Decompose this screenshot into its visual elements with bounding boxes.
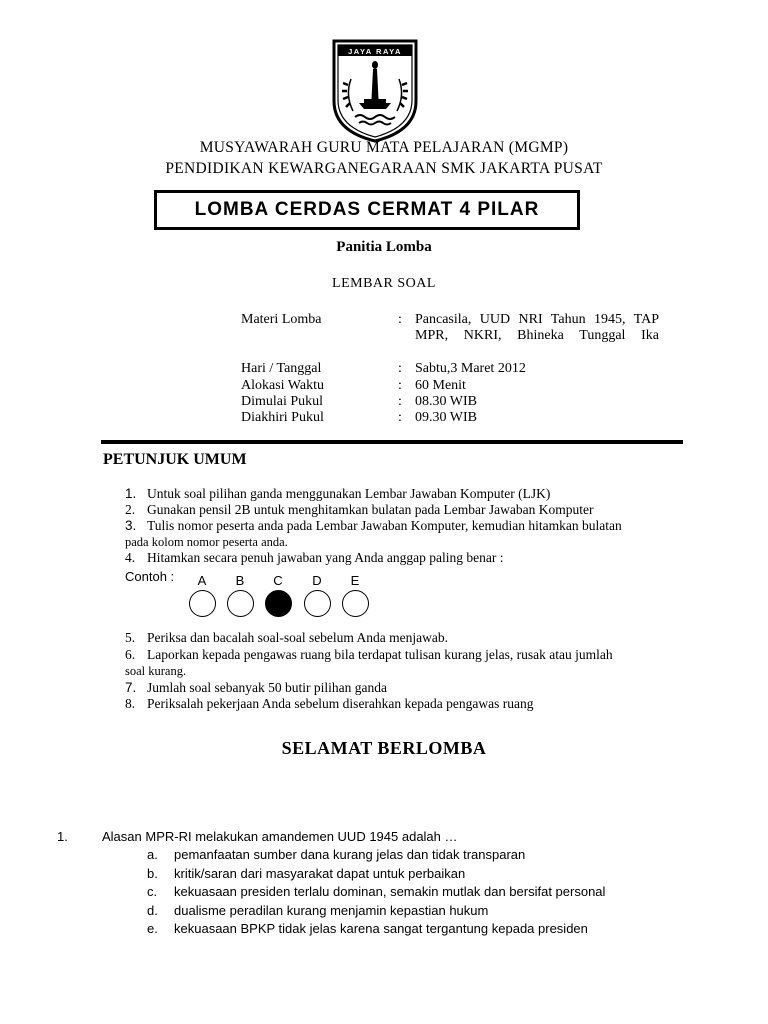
info-value-dimulai: 08.30 WIB [415, 394, 477, 409]
example-bubble-d [304, 590, 331, 617]
instruction-item: 8. Periksalah pekerjaan Anda sebelum diserahkan kepada pengawas ruang [125, 696, 534, 711]
jakarta-emblem-logo [331, 39, 419, 143]
example-option-letter: C [273, 573, 283, 588]
instruction-item-continuation: soal kurang. [125, 664, 187, 678]
answer-option-text: dualisme peradilan kurang menjamin kepastian hukum [174, 903, 489, 918]
lembar-soal-label: LEMBAR SOAL [332, 276, 436, 291]
example-option-letter: E [350, 573, 360, 588]
info-colon: : [398, 361, 402, 376]
header-line-2: PENDIDIKAN KEWARGANEGARAAN SMK JAKARTA PUSAT [165, 160, 603, 177]
info-label-alokasi: Alokasi Waktu [241, 378, 324, 393]
answer-option-letter: d. [147, 903, 158, 918]
instruction-item: 2. Gunakan pensil 2B untuk menghitamkan bulatan pada Lembar Jawaban Komputer [125, 502, 594, 517]
answer-option-text: kekuasaan BPKP tidak jelas karena sangat tergantung kepada presiden [174, 921, 588, 936]
competition-title: LOMBA CERDAS CERMAT 4 PILAR [154, 190, 580, 230]
instruction-item: 1. Untuk soal pilihan ganda menggunakan Lembar Jawaban Komputer (LJK) [125, 486, 551, 501]
info-value-materi-2: MPR, NKRI, Bhineka Tunggal Ika [415, 328, 659, 343]
info-colon: : [398, 378, 402, 393]
info-value-hari: Sabtu,3 Maret 2012 [415, 361, 526, 376]
example-bubble-a [189, 590, 216, 617]
example-bubble-b [227, 590, 254, 617]
instruction-item: 4. Hitamkan secara penuh jawaban yang Anda anggap paling benar : [125, 550, 504, 565]
svg-text:JAYA RAYA: JAYA RAYA [348, 47, 402, 56]
instruction-item: 3. Tulis nomor peserta anda pada Lembar Jawaban Komputer, kemudian hitamkan bulatan [125, 518, 622, 533]
answer-option-text: kritik/saran dari masyarakat dapat untuk perbaikan [174, 866, 466, 881]
question-number: 1. [57, 829, 68, 844]
example-option-letter: A [197, 573, 207, 588]
answer-option-text: kekuasaan presiden terlalu dominan, semakin mutlak dan bersifat personal [174, 884, 606, 899]
answer-option-letter: c. [147, 884, 158, 899]
instruction-item: 6. Laporkan kepada pengawas ruang bila terdapat tulisan kurang jelas, rusak atau jumlah [125, 647, 613, 662]
answer-option-letter: b. [147, 866, 158, 881]
info-value-diakhiri: 09.30 WIB [415, 410, 477, 425]
info-colon: : [398, 410, 402, 425]
panitia-label: Panitia Lomba [336, 239, 432, 255]
header-line-1: MUSYAWARAH GURU MATA PELAJARAN (MGMP) [199, 139, 569, 156]
info-value-alokasi: 60 Menit [415, 378, 466, 393]
info-label-diakhiri: Diakhiri Pukul [241, 410, 324, 425]
answer-option-letter: e. [147, 921, 158, 936]
contoh-label: Contoh : [125, 569, 175, 584]
petunjuk-heading: PETUNJUK UMUM [103, 451, 247, 468]
instruction-item: 5. Periksa dan bacalah soal-soal sebelum Anda menjawab. [125, 630, 449, 645]
info-colon: : [398, 394, 402, 409]
example-option-letter: B [235, 573, 245, 588]
example-bubble-c-filled [265, 590, 292, 617]
question-text: Alasan MPR-RI melakukan amandemen UUD 1945 adalah … [102, 829, 458, 844]
instruction-item: 7. Jumlah soal sebanyak 50 butir pilihan ganda [125, 680, 387, 695]
divider-rule [101, 440, 683, 444]
answer-option-text: pemanfaatan sumber dana kurang jelas dan tidak transparan [174, 847, 526, 862]
info-value-materi-1: Pancasila, UUD NRI Tahun 1945, TAP [415, 312, 659, 327]
closing-greeting: SELAMAT BERLOMBA [281, 738, 487, 758]
answer-option-letter: a. [147, 847, 158, 862]
example-option-letter: D [312, 573, 322, 588]
example-bubble-e [342, 590, 369, 617]
info-label-dimulai: Dimulai Pukul [241, 394, 324, 409]
info-label-hari: Hari / Tanggal [241, 361, 322, 376]
instruction-item-continuation: pada kolom nomor peserta anda. [125, 535, 288, 549]
info-colon: : [398, 312, 402, 327]
info-label-materi: Materi Lomba [241, 312, 322, 327]
